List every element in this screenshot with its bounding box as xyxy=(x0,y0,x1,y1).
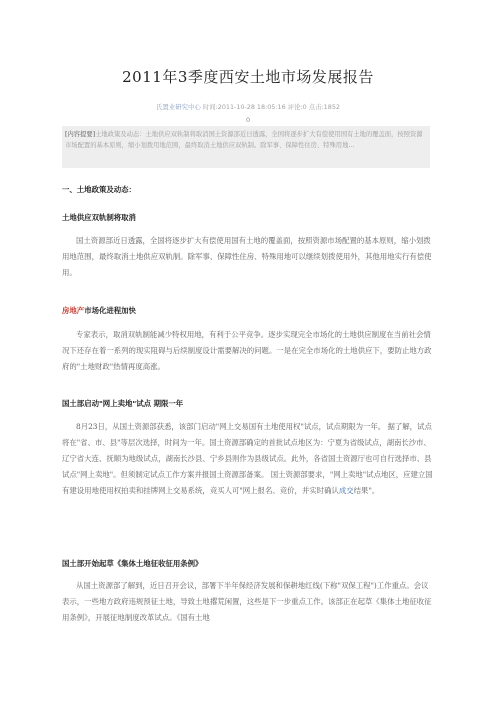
paragraph-online-land-sale xyxy=(62,419,434,499)
section-heading-policy: 一、土地政策及动态： xyxy=(62,185,136,194)
meta-zero: 0 xyxy=(245,116,251,124)
section-heading-collective-land: 国土部开始起草《集体土地征收征用条例》 xyxy=(62,559,203,568)
paragraph-marketization: 专家表示，取消双轨制能减少特权用地，有利于公平竞争。逐步实现完全市场化的土地供应制度在当前社会情况下还存在着一系列的现实阻碍与后续制度设计需要解决的问题。一是在完全市场化的土地供应下，要防止地方政府的"土地财政"热情再度高涨。 xyxy=(62,330,432,372)
paragraph-online-land-sale-main: 8月23日，从国土资源部获悉，该部门启动"网上交易国有土地使用权"试点，试点期限为一年。 据了解，试点将在"省、市、县"等层次选择，时间为一年。国土资源部确定的首批试点地区为：宁夏为省级试点，湖南长沙市、辽宁省大连、抚顺为地级试点，湖南长沙县、宁乡县则作为县级试点。此外，各省国土资源厅也可自行选择市、县试点"网上卖地"。但须制定试点工作方案并报国土资源部备案。 国土资源部要求，"网上卖地"试点地区，应建立国有建设用地使用权拍卖和挂牌网上交易系统，竞买人可"网上报名、竞价，并实时确认 xyxy=(62,422,433,496)
section-heading-marketization xyxy=(62,305,434,316)
author-link[interactable]: 氏置业研究中心 xyxy=(156,103,201,111)
summary-text: 土地政策及动态：土地供应双轨制将取消国土资源部近日透露，全国将逐步扩大有偿使用国有土地的覆盖面，按照资源市场配置的基本原则，缩小划拨用地范围，最终取消土地供应双轨制。除军事、保障性住房、特殊用地... xyxy=(65,131,423,149)
summary-box xyxy=(62,126,430,168)
deal-link[interactable]: 成交 xyxy=(338,486,354,496)
paragraph-online-land-sale-end: 结果"。 xyxy=(353,486,380,496)
page-title: 2011年3季度西安土地市场发展报告 xyxy=(122,68,374,86)
paragraph-dual-track: 国土资源部近日透露，全国将逐步扩大有偿使用国有土地的覆盖面，按照资源市场配置的基本原则，缩小划拨用地范围，最终取消土地供应双轨制。除军事、保障性住房、特殊用地可以继续划拨使用外，其他用地实行有偿使用。 xyxy=(62,236,432,278)
publish-time: 2011-10-28 18:05:16 xyxy=(217,103,286,111)
section-heading-online-land-sale: 国土部启动"网上卖地"试点 期限一年 xyxy=(62,399,184,408)
comment-count: 评论:0 xyxy=(287,103,307,111)
section-heading-dual-track: 土地供应双轨制将取消 xyxy=(62,213,136,222)
section-heading-marketization-rest: 市场化进程加快 xyxy=(84,306,136,315)
summary-label: [内容提要] xyxy=(65,131,96,138)
click-count: 点击:1852 xyxy=(308,103,340,111)
time-label: 时间: xyxy=(202,103,218,111)
article-meta xyxy=(0,102,496,111)
real-estate-link[interactable]: 房地产 xyxy=(62,306,85,315)
paragraph-collective-land: 从国土资源部了解到，近日召开会议，部署下半年保经济发展和保耕地红线(下称"双保工程")工作重点。会议表示，一些地方政府违规预征土地，导致土地撂荒闲置，这些是下一步重点工作。该部正在起草《集体土地征收征用条例》，开展征地制度改革试点。《国有土地 xyxy=(62,581,432,623)
